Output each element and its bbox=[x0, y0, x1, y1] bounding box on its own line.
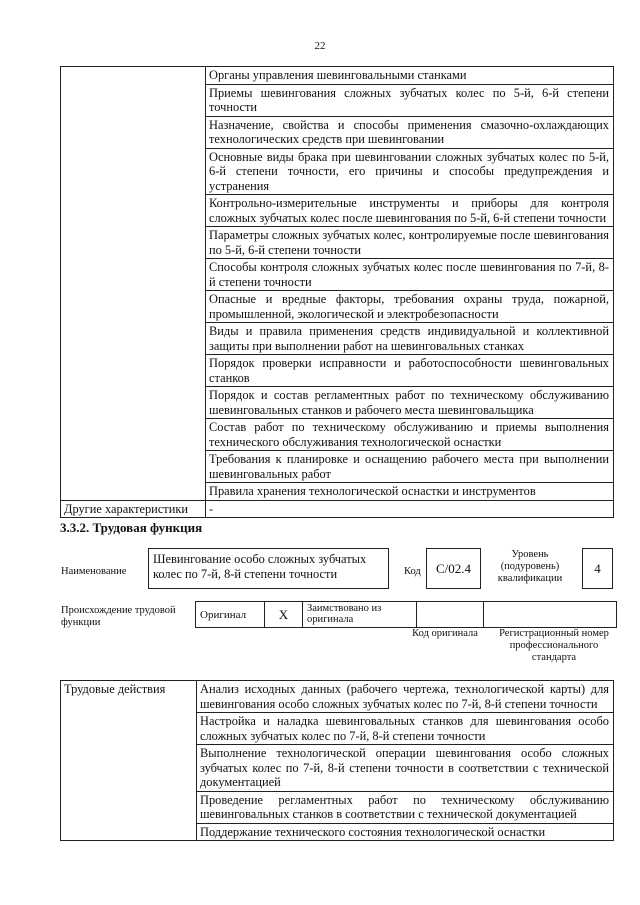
labor-action-item: Анализ исходных данных (рабочего чертежа, технологической карты) для шевингования особо сложных зубчатых колес по 7-й, 8-й степени точности bbox=[197, 681, 614, 713]
other-characteristics-label: Другие характеристики bbox=[61, 500, 206, 518]
labor-action-item: Поддержание технического состояния технологической оснастки bbox=[197, 823, 614, 841]
table-row bbox=[61, 681, 614, 713]
code-original-label: Код оригинала bbox=[412, 628, 478, 639]
knowledge-item: Порядок и состав регламентных работ по техническому обслуживанию шевинговальных станков и рабочего места шевинговальщика bbox=[206, 387, 614, 419]
original-mark: X bbox=[265, 602, 303, 628]
labor-action-item: Проведение регламентных работ по техническому обслуживанию шевинговальных станков в соответствии с технической документацией bbox=[197, 791, 614, 823]
other-characteristics-value: - bbox=[206, 500, 614, 518]
labor-action-item: Выполнение технологической операции шевингования особо сложных зубчатых колес по 7-й, 8-й степени точности в соответствии с технической документацией bbox=[197, 745, 614, 792]
knowledge-item: Контрольно-измерительные инструменты и приборы для контроля сложных зубчатых колес после шевингования по 5-й, 6-й степени точности bbox=[206, 195, 614, 227]
knowledge-item: Приемы шевингования сложных зубчатых колес по 5-й, 6-й степени точности bbox=[206, 84, 614, 116]
knowledge-item: Параметры сложных зубчатых колес, контролируемые после шевингования по 5-й, 6-й степени точности bbox=[206, 227, 614, 259]
code-label: Код bbox=[404, 566, 421, 577]
origin-table bbox=[195, 601, 617, 628]
code-original-cell bbox=[417, 602, 484, 628]
knowledge-item: Требования к планировке и оснащению рабочего места при выполнении шевинговальных работ bbox=[206, 451, 614, 483]
original-label: Оригинал bbox=[196, 602, 265, 628]
knowledge-item: Виды и правила применения средств индивидуальной и коллективной защиты при выполнении работ на шевинговальных станках bbox=[206, 323, 614, 355]
table-row bbox=[196, 602, 617, 628]
table-row bbox=[61, 500, 614, 518]
reg-number-cell bbox=[484, 602, 617, 628]
labor-actions-label: Трудовые действия bbox=[61, 681, 197, 841]
knowledge-item: Правила хранения технологической оснастки и инструментов bbox=[206, 483, 614, 501]
table-row bbox=[61, 67, 614, 85]
origin-label: Происхождение трудовой функции bbox=[61, 605, 176, 628]
borrowed-label: Заимствовано из оригинала bbox=[303, 602, 417, 628]
labor-actions-table bbox=[60, 680, 614, 841]
knowledge-item: Основные виды брака при шевинговании сложных зубчатых колес по 5-й, 6-й степени точности, его причины и способы предупреждения и устранения bbox=[206, 148, 614, 195]
name-label: Наименование bbox=[61, 566, 127, 577]
knowledge-item: Опасные и вредные факторы, требования охраны труда, пожарной, промышленной, экологической и электробезопасности bbox=[206, 291, 614, 323]
knowledge-item: Органы управления шевинговальными станками bbox=[206, 67, 614, 85]
knowledge-table bbox=[60, 66, 614, 518]
section-title: 3.3.2. Трудовая функция bbox=[60, 520, 203, 535]
knowledge-item: Состав работ по техническому обслуживанию и приемы выполнения технического обслуживания технологической оснастки bbox=[206, 419, 614, 451]
level-value-box: 4 bbox=[582, 548, 613, 589]
row-label-empty bbox=[61, 67, 206, 501]
function-code-box: C/02.4 bbox=[426, 548, 481, 589]
reg-number-label: Регистрационный номер профессионального стандарта bbox=[499, 628, 609, 663]
knowledge-item: Порядок проверки исправности и работоспособности шевинговальных станков bbox=[206, 355, 614, 387]
labor-action-item: Настройка и наладка шевинговальных станков для шевингования особо сложных зубчатых колес по 7-й, 8-й степени точности bbox=[197, 713, 614, 745]
page-number: 22 bbox=[314, 40, 326, 52]
level-label: Уровень (подуровень) квалификации bbox=[497, 549, 563, 584]
knowledge-item: Способы контроля сложных зубчатых колес после шевингования по 7-й, 8-й степени точности bbox=[206, 259, 614, 291]
knowledge-item: Назначение, свойства и способы применения смазочно-охлаждающих технологических средств при шевинговании bbox=[206, 116, 614, 148]
function-name-box: Шевингование особо сложных зубчатых колес по 7-й, 8-й степени точности bbox=[148, 548, 389, 589]
